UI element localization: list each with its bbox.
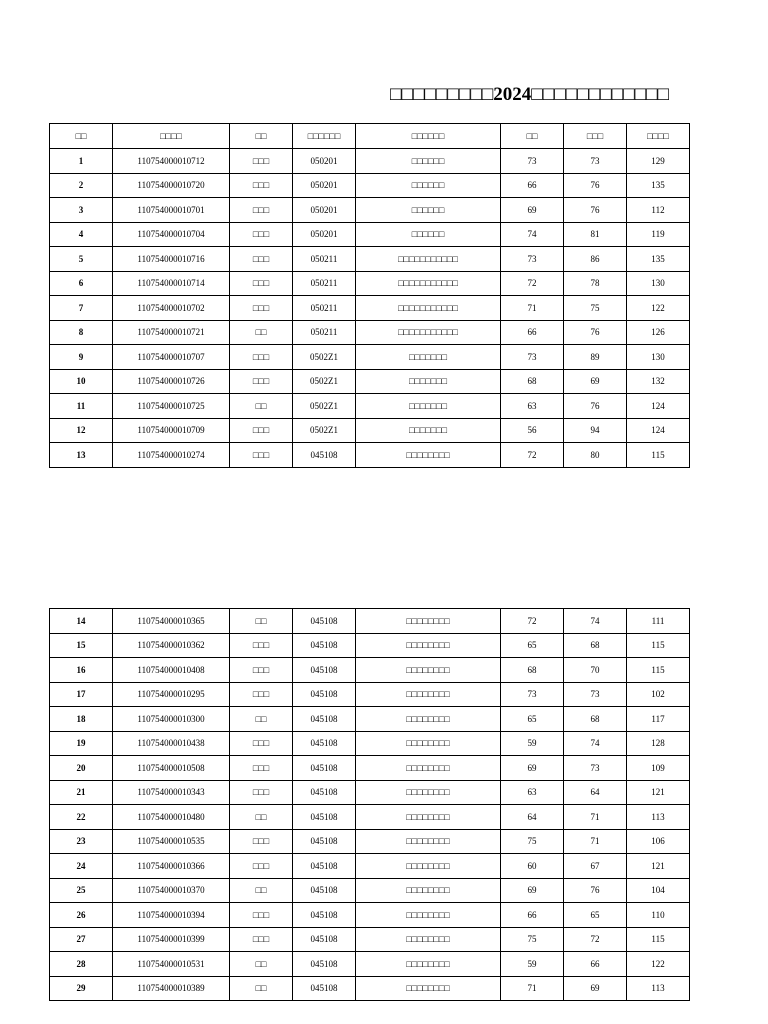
cell-major-name: □□□□□□□□□□□ xyxy=(356,247,501,272)
cell-score-3: 135 xyxy=(627,173,690,198)
cell-exam-id: 110754000010701 xyxy=(113,198,230,223)
cell-name: □□□ xyxy=(230,443,293,468)
cell-major-code: 045108 xyxy=(293,829,356,854)
cell-score-2: 76 xyxy=(564,198,627,223)
cell-score-1: 72 xyxy=(501,609,564,634)
cell-score-1: 59 xyxy=(501,952,564,977)
table-row xyxy=(50,707,690,732)
cell-score-1: 59 xyxy=(501,731,564,756)
table-row xyxy=(50,829,690,854)
cell-score-2: 64 xyxy=(564,780,627,805)
cell-exam-id: 110754000010295 xyxy=(113,682,230,707)
cell-score-3: 109 xyxy=(627,756,690,781)
cell-major-code: 045108 xyxy=(293,756,356,781)
cell-name: □□□ xyxy=(230,418,293,443)
cell-seq: 28 xyxy=(50,952,113,977)
header-score-2: □□□ xyxy=(564,124,627,149)
table-header-row xyxy=(50,124,690,149)
table-row xyxy=(50,633,690,658)
cell-score-1: 69 xyxy=(501,198,564,223)
cell-score-3: 119 xyxy=(627,222,690,247)
cell-name: □□□ xyxy=(230,633,293,658)
cell-seq: 25 xyxy=(50,878,113,903)
cell-major-code: 045108 xyxy=(293,976,356,1001)
cell-score-3: 130 xyxy=(627,345,690,370)
table-row xyxy=(50,418,690,443)
cell-major-name: □□□□□□□□ xyxy=(356,731,501,756)
cell-seq: 26 xyxy=(50,903,113,928)
header-major-name: □□□□□□ xyxy=(356,124,501,149)
cell-major-name: □□□□□□□□ xyxy=(356,927,501,952)
cell-score-2: 76 xyxy=(564,173,627,198)
cell-score-3: 110 xyxy=(627,903,690,928)
table-row xyxy=(50,443,690,468)
cell-name: □□□ xyxy=(230,149,293,174)
cell-score-3: 112 xyxy=(627,198,690,223)
cell-seq: 4 xyxy=(50,222,113,247)
cell-major-code: 0502Z1 xyxy=(293,369,356,394)
cell-major-code: 0502Z1 xyxy=(293,394,356,419)
cell-score-2: 66 xyxy=(564,952,627,977)
cell-name: □□□ xyxy=(230,903,293,928)
cell-score-2: 81 xyxy=(564,222,627,247)
cell-seq: 9 xyxy=(50,345,113,370)
cell-seq: 15 xyxy=(50,633,113,658)
cell-major-code: 045108 xyxy=(293,903,356,928)
cell-exam-id: 110754000010508 xyxy=(113,756,230,781)
cell-score-3: 128 xyxy=(627,731,690,756)
table-row xyxy=(50,805,690,830)
cell-score-3: 115 xyxy=(627,927,690,952)
cell-score-1: 66 xyxy=(501,903,564,928)
cell-name: □□□ xyxy=(230,854,293,879)
cell-score-2: 65 xyxy=(564,903,627,928)
cell-score-3: 132 xyxy=(627,369,690,394)
cell-score-2: 69 xyxy=(564,976,627,1001)
cell-exam-id: 110754000010720 xyxy=(113,173,230,198)
cell-exam-id: 110754000010480 xyxy=(113,805,230,830)
cell-major-name: □□□□□□□□ xyxy=(356,443,501,468)
cell-score-3: 122 xyxy=(627,952,690,977)
cell-name: □□□ xyxy=(230,369,293,394)
cell-exam-id: 110754000010343 xyxy=(113,780,230,805)
header-name: □□ xyxy=(230,124,293,149)
cell-seq: 14 xyxy=(50,609,113,634)
cell-major-code: 045108 xyxy=(293,878,356,903)
cell-name: □□ xyxy=(230,952,293,977)
cell-exam-id: 110754000010300 xyxy=(113,707,230,732)
cell-major-name: □□□□□□□□ xyxy=(356,976,501,1001)
cell-score-3: 115 xyxy=(627,658,690,683)
cell-score-1: 73 xyxy=(501,345,564,370)
cell-score-1: 68 xyxy=(501,658,564,683)
document-title: □□□□□□□□□2024□□□□□□□□□□□□ xyxy=(390,84,669,105)
table-row xyxy=(50,731,690,756)
cell-seq: 11 xyxy=(50,394,113,419)
cell-score-3: 106 xyxy=(627,829,690,854)
cell-major-code: 045108 xyxy=(293,443,356,468)
results-table-page-1 xyxy=(49,123,690,468)
cell-score-1: 74 xyxy=(501,222,564,247)
cell-name: □□□ xyxy=(230,780,293,805)
cell-score-1: 73 xyxy=(501,247,564,272)
cell-exam-id: 110754000010399 xyxy=(113,927,230,952)
table-body-page-2 xyxy=(50,609,690,1001)
table-row xyxy=(50,878,690,903)
cell-major-code: 045108 xyxy=(293,609,356,634)
cell-score-1: 75 xyxy=(501,927,564,952)
cell-name: □□□ xyxy=(230,296,293,321)
cell-major-name: □□□□□□ xyxy=(356,222,501,247)
cell-score-3: 115 xyxy=(627,633,690,658)
cell-exam-id: 110754000010531 xyxy=(113,952,230,977)
cell-major-name: □□□□□□□ xyxy=(356,369,501,394)
cell-exam-id: 110754000010394 xyxy=(113,903,230,928)
cell-seq: 20 xyxy=(50,756,113,781)
table-row xyxy=(50,756,690,781)
cell-seq: 27 xyxy=(50,927,113,952)
cell-major-name: □□□□□□□□ xyxy=(356,658,501,683)
cell-major-code: 045108 xyxy=(293,952,356,977)
cell-score-3: 104 xyxy=(627,878,690,903)
cell-seq: 23 xyxy=(50,829,113,854)
cell-exam-id: 110754000010702 xyxy=(113,296,230,321)
cell-name: □□□ xyxy=(230,731,293,756)
cell-exam-id: 110754000010274 xyxy=(113,443,230,468)
cell-name: □□□ xyxy=(230,756,293,781)
cell-score-2: 73 xyxy=(564,682,627,707)
table-row xyxy=(50,345,690,370)
cell-name: □□□ xyxy=(230,247,293,272)
cell-name: □□□ xyxy=(230,271,293,296)
cell-major-code: 050211 xyxy=(293,320,356,345)
cell-score-3: 102 xyxy=(627,682,690,707)
cell-major-name: □□□□□□□□ xyxy=(356,829,501,854)
cell-score-1: 75 xyxy=(501,829,564,854)
table-row xyxy=(50,394,690,419)
cell-score-1: 64 xyxy=(501,805,564,830)
cell-score-3: 117 xyxy=(627,707,690,732)
cell-name: □□ xyxy=(230,609,293,634)
cell-major-name: □□□□□□□□ xyxy=(356,633,501,658)
cell-score-1: 66 xyxy=(501,320,564,345)
cell-name: □□ xyxy=(230,707,293,732)
cell-major-code: 050201 xyxy=(293,173,356,198)
cell-major-name: □□□□□□ xyxy=(356,149,501,174)
cell-score-3: 121 xyxy=(627,780,690,805)
results-table-page-2 xyxy=(49,608,690,1001)
cell-seq: 21 xyxy=(50,780,113,805)
cell-score-3: 135 xyxy=(627,247,690,272)
table-row xyxy=(50,952,690,977)
cell-name: □□ xyxy=(230,805,293,830)
cell-major-code: 0502Z1 xyxy=(293,345,356,370)
cell-score-1: 71 xyxy=(501,976,564,1001)
cell-name: □□□ xyxy=(230,927,293,952)
cell-major-name: □□□□□□□□ xyxy=(356,854,501,879)
cell-score-3: 111 xyxy=(627,609,690,634)
table-row xyxy=(50,222,690,247)
cell-major-code: 050211 xyxy=(293,247,356,272)
table-row xyxy=(50,854,690,879)
cell-score-3: 130 xyxy=(627,271,690,296)
cell-score-2: 75 xyxy=(564,296,627,321)
cell-exam-id: 110754000010408 xyxy=(113,658,230,683)
cell-score-2: 74 xyxy=(564,731,627,756)
cell-name: □□ xyxy=(230,878,293,903)
cell-major-code: 050201 xyxy=(293,198,356,223)
cell-major-name: □□□□□□□□ xyxy=(356,756,501,781)
cell-score-1: 71 xyxy=(501,296,564,321)
table-row xyxy=(50,369,690,394)
cell-major-name: □□□□□□□ xyxy=(356,394,501,419)
cell-seq: 5 xyxy=(50,247,113,272)
cell-exam-id: 110754000010366 xyxy=(113,854,230,879)
cell-major-code: 045108 xyxy=(293,731,356,756)
cell-score-2: 73 xyxy=(564,756,627,781)
cell-major-name: □□□□□□□□ xyxy=(356,878,501,903)
cell-score-2: 67 xyxy=(564,854,627,879)
header-seq: □□ xyxy=(50,124,113,149)
cell-score-3: 124 xyxy=(627,394,690,419)
cell-score-2: 71 xyxy=(564,805,627,830)
cell-name: □□ xyxy=(230,394,293,419)
cell-name: □□□ xyxy=(230,682,293,707)
table-row xyxy=(50,296,690,321)
cell-seq: 22 xyxy=(50,805,113,830)
cell-exam-id: 110754000010362 xyxy=(113,633,230,658)
cell-major-name: □□□□□□□□ xyxy=(356,682,501,707)
cell-score-1: 69 xyxy=(501,756,564,781)
cell-score-1: 72 xyxy=(501,443,564,468)
cell-seq: 13 xyxy=(50,443,113,468)
cell-score-2: 89 xyxy=(564,345,627,370)
cell-major-code: 050201 xyxy=(293,149,356,174)
cell-major-code: 050211 xyxy=(293,296,356,321)
header-exam-id: □□□□ xyxy=(113,124,230,149)
cell-seq: 24 xyxy=(50,854,113,879)
cell-score-1: 73 xyxy=(501,149,564,174)
table-row xyxy=(50,903,690,928)
cell-exam-id: 110754000010365 xyxy=(113,609,230,634)
table-row xyxy=(50,320,690,345)
cell-major-code: 045108 xyxy=(293,658,356,683)
cell-exam-id: 110754000010707 xyxy=(113,345,230,370)
cell-major-name: □□□□□□□□ xyxy=(356,780,501,805)
cell-score-1: 73 xyxy=(501,682,564,707)
cell-major-name: □□□□□□□□□□□ xyxy=(356,271,501,296)
cell-major-name: □□□□□□ xyxy=(356,173,501,198)
cell-major-code: 050211 xyxy=(293,271,356,296)
cell-score-2: 70 xyxy=(564,658,627,683)
cell-score-2: 68 xyxy=(564,633,627,658)
cell-seq: 2 xyxy=(50,173,113,198)
cell-exam-id: 110754000010726 xyxy=(113,369,230,394)
cell-name: □□□ xyxy=(230,829,293,854)
table-row xyxy=(50,682,690,707)
cell-major-code: 045108 xyxy=(293,927,356,952)
table-row xyxy=(50,658,690,683)
cell-score-1: 72 xyxy=(501,271,564,296)
cell-score-2: 71 xyxy=(564,829,627,854)
cell-score-3: 124 xyxy=(627,418,690,443)
cell-seq: 18 xyxy=(50,707,113,732)
cell-major-code: 045108 xyxy=(293,682,356,707)
cell-major-name: □□□□□□□ xyxy=(356,345,501,370)
cell-name: □□□ xyxy=(230,345,293,370)
table-row xyxy=(50,198,690,223)
cell-major-code: 045108 xyxy=(293,780,356,805)
cell-score-2: 78 xyxy=(564,271,627,296)
cell-score-3: 126 xyxy=(627,320,690,345)
cell-seq: 19 xyxy=(50,731,113,756)
cell-score-1: 69 xyxy=(501,878,564,903)
cell-name: □□ xyxy=(230,320,293,345)
cell-score-1: 66 xyxy=(501,173,564,198)
cell-score-2: 72 xyxy=(564,927,627,952)
cell-exam-id: 110754000010725 xyxy=(113,394,230,419)
cell-name: □□□ xyxy=(230,222,293,247)
cell-major-name: □□□□□□□□□□□ xyxy=(356,320,501,345)
cell-score-2: 73 xyxy=(564,149,627,174)
cell-exam-id: 110754000010712 xyxy=(113,149,230,174)
cell-exam-id: 110754000010714 xyxy=(113,271,230,296)
cell-seq: 8 xyxy=(50,320,113,345)
cell-exam-id: 110754000010535 xyxy=(113,829,230,854)
header-score-1: □□ xyxy=(501,124,564,149)
cell-score-2: 86 xyxy=(564,247,627,272)
table-row xyxy=(50,780,690,805)
cell-major-name: □□□□□□□□□□□ xyxy=(356,296,501,321)
table-row xyxy=(50,173,690,198)
cell-major-name: □□□□□□□□ xyxy=(356,609,501,634)
cell-seq: 10 xyxy=(50,369,113,394)
header-major-code: □□□□□□ xyxy=(293,124,356,149)
cell-score-3: 121 xyxy=(627,854,690,879)
cell-score-3: 113 xyxy=(627,976,690,1001)
cell-score-2: 74 xyxy=(564,609,627,634)
cell-score-1: 68 xyxy=(501,369,564,394)
cell-score-1: 63 xyxy=(501,394,564,419)
cell-score-2: 94 xyxy=(564,418,627,443)
cell-major-code: 045108 xyxy=(293,707,356,732)
cell-major-code: 050201 xyxy=(293,222,356,247)
cell-seq: 29 xyxy=(50,976,113,1001)
cell-seq: 16 xyxy=(50,658,113,683)
cell-seq: 6 xyxy=(50,271,113,296)
table-row xyxy=(50,247,690,272)
cell-score-3: 122 xyxy=(627,296,690,321)
cell-exam-id: 110754000010704 xyxy=(113,222,230,247)
cell-score-2: 76 xyxy=(564,320,627,345)
cell-exam-id: 110754000010709 xyxy=(113,418,230,443)
cell-exam-id: 110754000010438 xyxy=(113,731,230,756)
cell-score-1: 63 xyxy=(501,780,564,805)
cell-score-3: 113 xyxy=(627,805,690,830)
cell-score-2: 68 xyxy=(564,707,627,732)
cell-score-2: 69 xyxy=(564,369,627,394)
cell-score-2: 76 xyxy=(564,878,627,903)
cell-major-name: □□□□□□□□ xyxy=(356,805,501,830)
cell-score-1: 65 xyxy=(501,707,564,732)
cell-major-code: 045108 xyxy=(293,805,356,830)
table-row xyxy=(50,149,690,174)
cell-major-name: □□□□□□□□ xyxy=(356,707,501,732)
cell-score-1: 65 xyxy=(501,633,564,658)
cell-seq: 12 xyxy=(50,418,113,443)
header-score-3: □□□□ xyxy=(627,124,690,149)
cell-major-name: □□□□□□□□ xyxy=(356,952,501,977)
cell-seq: 1 xyxy=(50,149,113,174)
cell-score-2: 80 xyxy=(564,443,627,468)
cell-major-code: 045108 xyxy=(293,854,356,879)
cell-exam-id: 110754000010389 xyxy=(113,976,230,1001)
cell-name: □□□ xyxy=(230,173,293,198)
cell-score-1: 60 xyxy=(501,854,564,879)
cell-major-name: □□□□□□□□ xyxy=(356,903,501,928)
cell-seq: 7 xyxy=(50,296,113,321)
cell-name: □□ xyxy=(230,976,293,1001)
table-row xyxy=(50,927,690,952)
cell-exam-id: 110754000010370 xyxy=(113,878,230,903)
table-row xyxy=(50,609,690,634)
cell-seq: 17 xyxy=(50,682,113,707)
cell-major-code: 045108 xyxy=(293,633,356,658)
cell-major-name: □□□□□□□ xyxy=(356,418,501,443)
cell-major-code: 0502Z1 xyxy=(293,418,356,443)
table-row xyxy=(50,976,690,1001)
table-body-page-1 xyxy=(50,149,690,468)
cell-name: □□□ xyxy=(230,198,293,223)
cell-major-name: □□□□□□ xyxy=(356,198,501,223)
cell-name: □□□ xyxy=(230,658,293,683)
cell-score-3: 115 xyxy=(627,443,690,468)
cell-score-1: 56 xyxy=(501,418,564,443)
cell-exam-id: 110754000010721 xyxy=(113,320,230,345)
cell-score-2: 76 xyxy=(564,394,627,419)
table-row xyxy=(50,271,690,296)
cell-seq: 3 xyxy=(50,198,113,223)
cell-exam-id: 110754000010716 xyxy=(113,247,230,272)
cell-score-3: 129 xyxy=(627,149,690,174)
